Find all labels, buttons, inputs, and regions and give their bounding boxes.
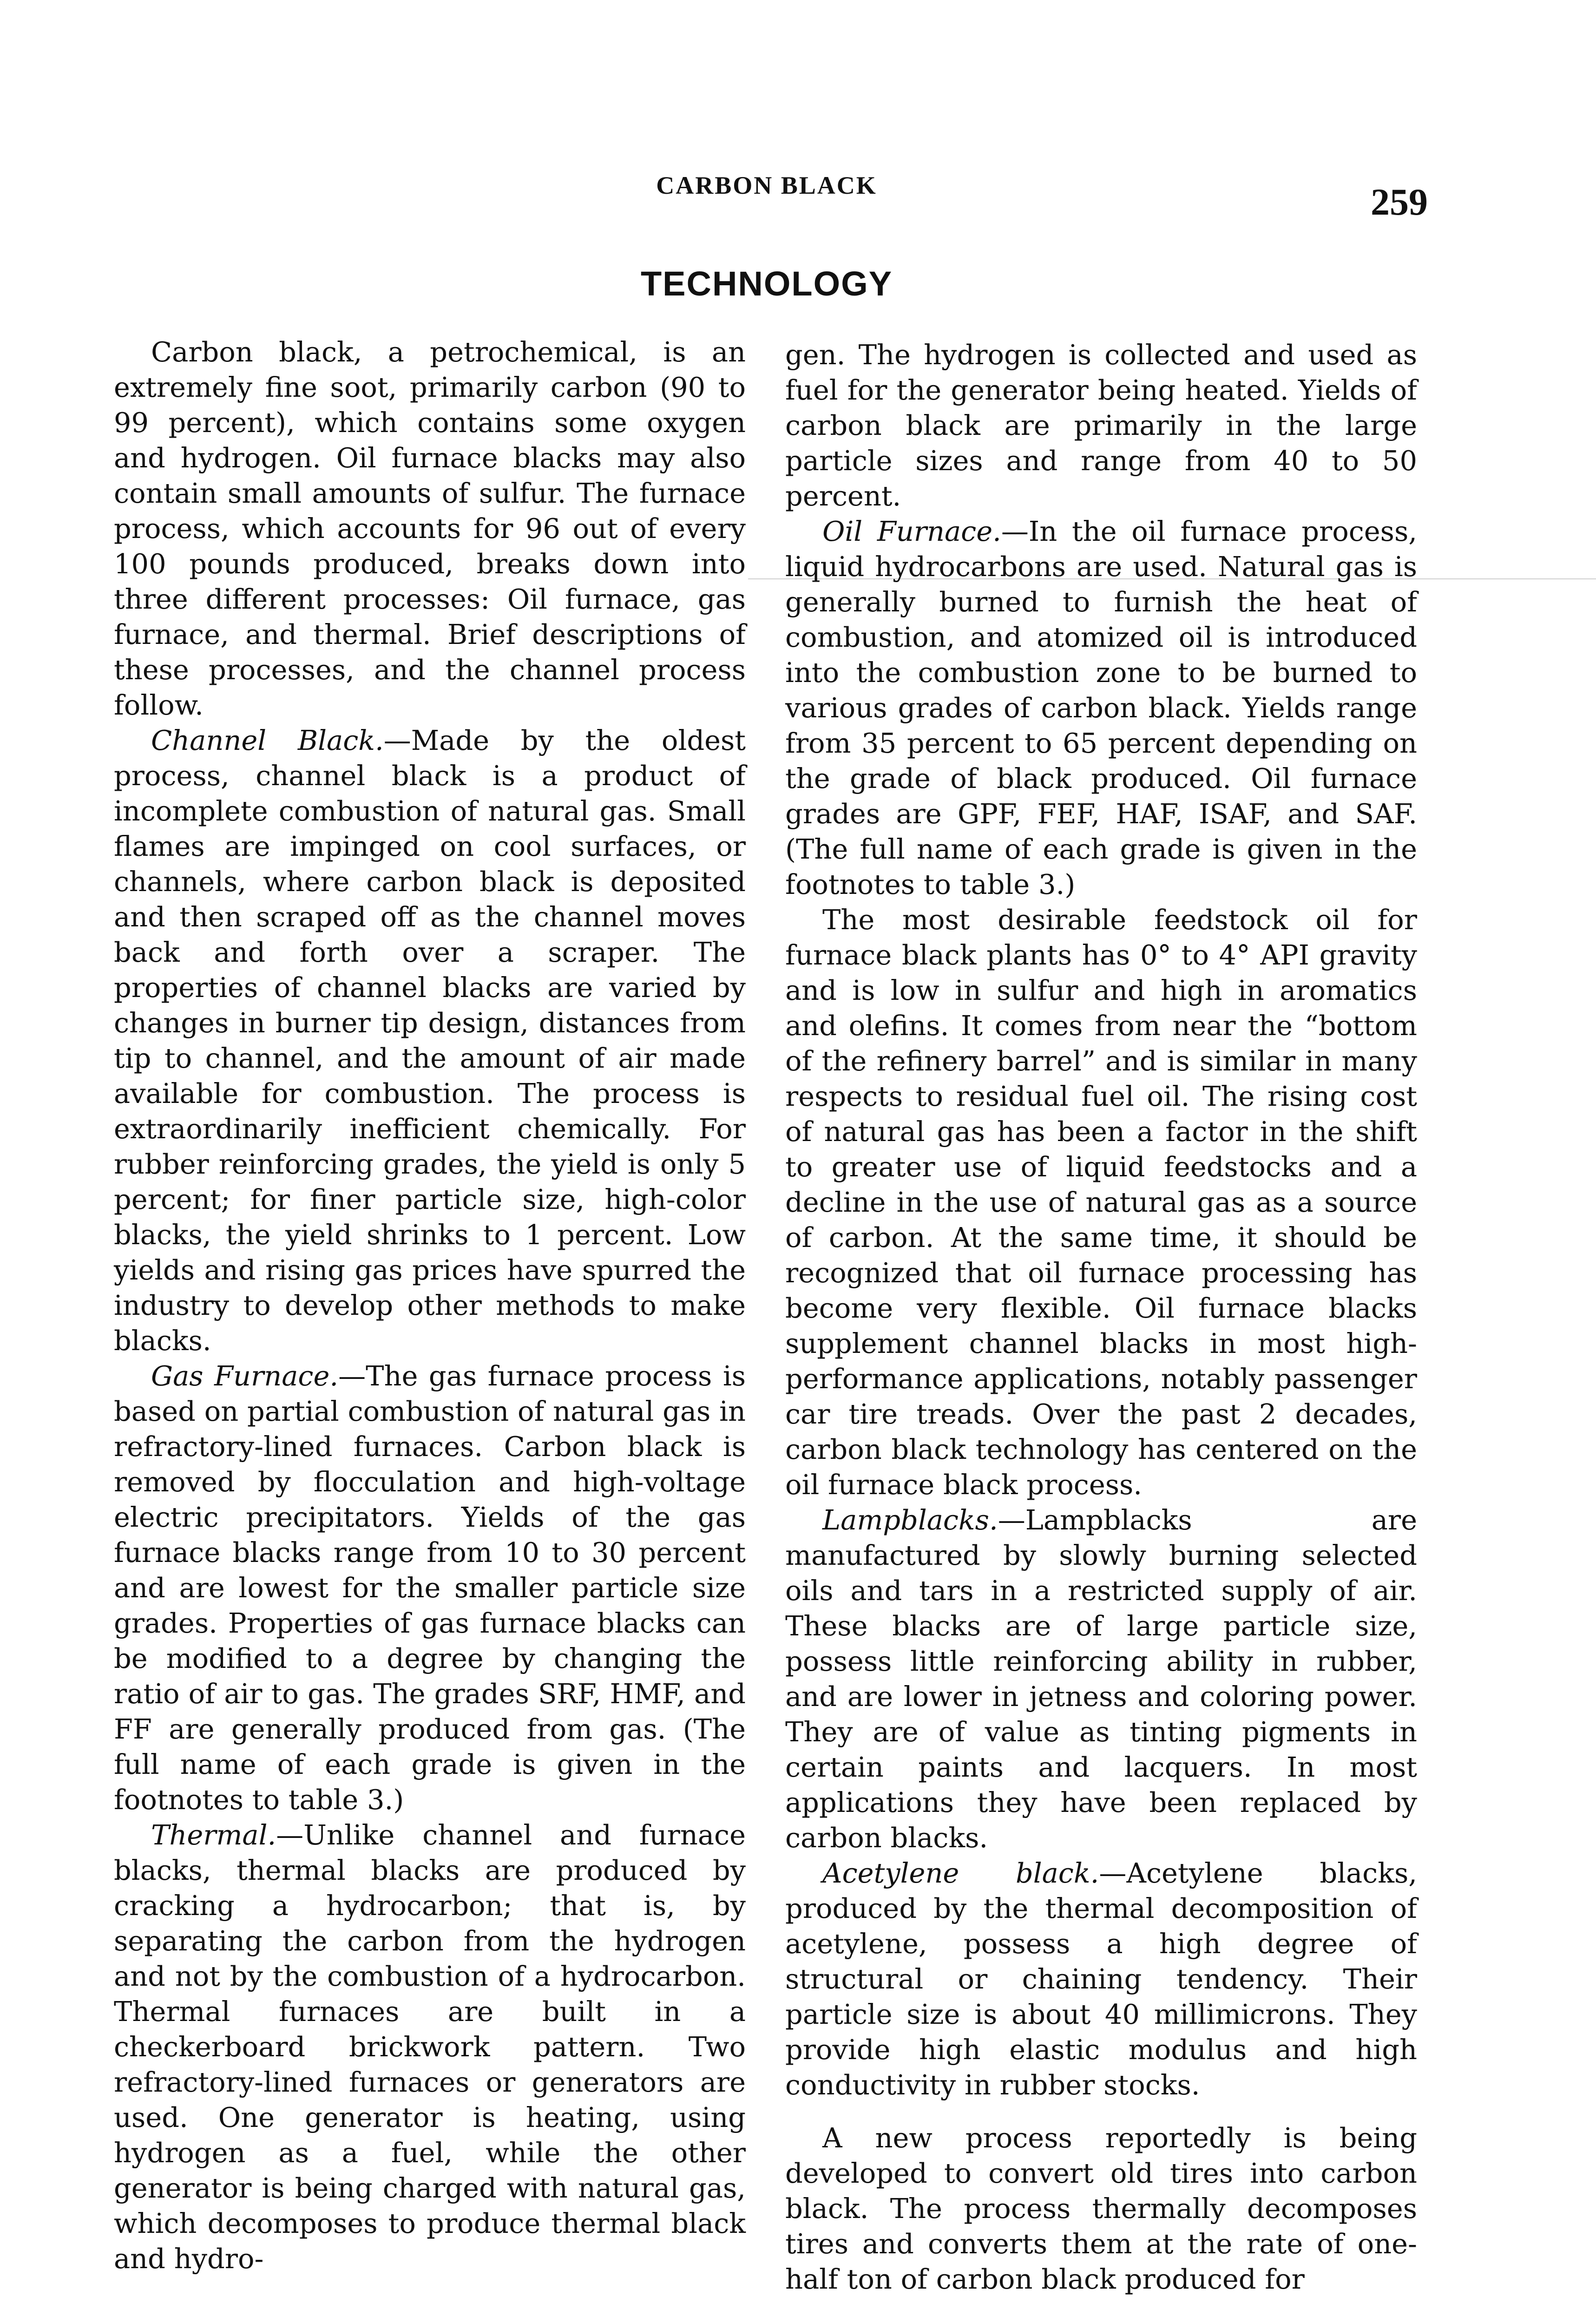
- left-column: [114, 335, 746, 2277]
- paragraph-channel-black: [114, 723, 746, 1358]
- paragraph-thermal: [114, 1818, 746, 2277]
- paragraph-acetylene-black-body: —Acetylene blacks, produced by the thermal decomposition of acetylene, possess a high degree of structural or chaining tendency. Their particle size is about 40 millimicrons. They provide high elastic modulus and high conductivity in rubber stocks.: [785, 1857, 1417, 2101]
- paragraph-feedstock: The most desirable feedstock oil for furnace black plants has 0° to 4° API gravity and is low in sulfur and high in aromatics and olefins. It comes from near the “bottom of the refinery barrel” and is similar in many respects to residual fuel oil. The rising cost of natural gas has been a factor in the shift to greater use of liquid feedstocks and a decline in the use of natural gas as a source of carbon. At the same time, it should be recognized that oil furnace processing has become very flexible. Oil furnace blacks supplement channel blacks in most high-performance applications, notably passenger car tire treads. Over the past 2 decades, carbon black technology has centered on the oil furnace black process.: [785, 904, 1417, 1501]
- run-in-heading-oil-furnace: Oil Furnace.: [822, 515, 1001, 547]
- paragraph-gas-furnace-body: —The gas furnace process is based on partial combustion of natural gas in refractory-lined furnaces. Carbon black is removed by flocculation and high-voltage electric precipitators. Yields of the gas furnace blacks range from 10 to 30 percent and are lowest for the smaller particle size grades. Properties of gas furnace blacks can be modified to a degree by changing the ratio of air to gas. The grades SRF, HMF, and FF are generally produced from gas. (The full name of each grade is given in the footnotes to table 3.): [114, 1360, 746, 1816]
- paragraph-tire-process: A new process reportedly is being developed to convert old tires into carbon black. The process thermally decomposes tires and converts them at the rate of one-half ton of carbon black produced for: [785, 2122, 1417, 2295]
- paragraph-thermal-continued: gen. The hydrogen is collected and used as fuel for the generator being heated. Yields of carbon black are primarily in the large particle sizes and range from 40 to 50 percent.: [785, 339, 1417, 512]
- paragraph-lampblacks: [785, 1503, 1417, 1856]
- section-heading: TECHNOLOGY: [640, 264, 893, 303]
- paragraph-channel-black-body: —Made by the oldest process, channel black is a product of incomplete combustion of natural gas. Small flames are impinged on cool surfaces, or channels, where carbon black is deposited and then scraped off as the channel moves back and forth over a scraper. The properties of channel blacks are varied by changes in burner tip design, distances from tip to channel, and the amount of air made available for combustion. The process is extraordinarily inefficient chemically. For rubber reinforcing grades, the yield is only 5 percent; for finer particle size, high-color blacks, the yield shrinks to 1 percent. Low yields and rising gas prices have spurred the industry to develop other methods to make blacks.: [114, 724, 746, 1357]
- paragraph-oil-furnace: [785, 514, 1417, 902]
- run-in-heading-gas-furnace: Gas Furnace.: [151, 1360, 339, 1392]
- right-column: [785, 337, 1417, 2297]
- run-in-heading-lampblacks: Lampblacks.: [822, 1504, 998, 1536]
- paragraph-gas-furnace: [114, 1358, 746, 1818]
- running-head: CARBON BLACK: [656, 171, 877, 199]
- run-in-heading-thermal: Thermal.: [151, 1819, 276, 1851]
- page-number: 259: [1371, 181, 1428, 223]
- run-in-heading-acetylene-black: Acetylene black.: [822, 1857, 1099, 1889]
- paragraph-lampblacks-body: —Lampblacks are manufactured by slowly burning selected oils and tars in a restricted supply of air. These blacks are of large particle size, possess little reinforcing ability in rubber, and are lower in jetness and coloring power. They are of value as tinting pigments in certain paints and lacquers. In most applications they have been replaced by carbon blacks.: [785, 1504, 1417, 1854]
- paragraph-acetylene-black: [785, 1856, 1417, 2103]
- run-in-heading-channel-black: Channel Black.: [151, 724, 384, 756]
- paragraph-intro: Carbon black, a petrochemical, is an extremely fine soot, primarily carbon (90 to 99 percent), which contains some oxygen and hydrogen. Oil furnace blacks may also contain small amounts of sulfur. The furnace process, which accounts for 96 out of every 100 pounds produced, breaks down into three different processes: Oil furnace, gas furnace, and thermal. Brief descriptions of these processes, and the channel process follow.: [114, 336, 746, 721]
- paragraph-oil-furnace-body: —In the oil furnace process, liquid hydrocarbons are used. Natural gas is generally burned to furnish the heat of combustion, and atomized oil is introduced into the combustion zone to be burned to various grades of carbon black. Yields range from 35 percent to 65 percent depending on the grade of black produced. Oil furnace grades are GPF, FEF, HAF, ISAF, and SAF. (The full name of each grade is given in the footnotes to table 3.): [785, 515, 1417, 900]
- paragraph-thermal-body: —Unlike channel and furnace blacks, thermal blacks are produced by cracking a hydrocarbon; that is, by separating the carbon from the hydrogen and not by the combustion of a hydrocarbon. Thermal furnaces are built in a checkerboard brickwork pattern. Two refractory-lined furnaces or generators are used. One generator is heating, using hydrogen as a fuel, while the other generator is being charged with natural gas, which decomposes to produce thermal black and hydro-: [114, 1819, 746, 2275]
